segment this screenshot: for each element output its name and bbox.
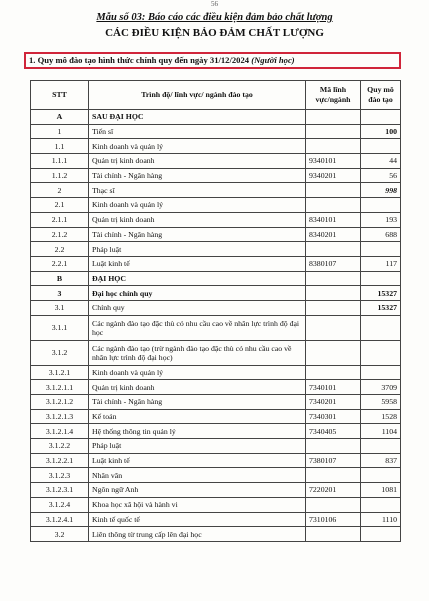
row-name: Luật kinh tế bbox=[89, 453, 306, 468]
table-row bbox=[31, 271, 401, 286]
table-row bbox=[31, 395, 401, 410]
row-code bbox=[306, 300, 361, 315]
row-code: 7340301 bbox=[306, 409, 361, 424]
row-stt: 3.1.2.1.4 bbox=[31, 424, 89, 439]
row-code: 9340101 bbox=[306, 154, 361, 169]
row-code bbox=[306, 124, 361, 139]
row-name: Quản trị kinh doanh bbox=[89, 380, 306, 395]
row-name: Tài chính - Ngân hàng bbox=[89, 227, 306, 242]
row-stt: 3 bbox=[31, 286, 89, 301]
row-code: 7380107 bbox=[306, 453, 361, 468]
section-unit: (Người học) bbox=[251, 55, 295, 65]
row-stt: 3.1.2.4 bbox=[31, 497, 89, 512]
row-size bbox=[361, 439, 401, 454]
table-row bbox=[31, 453, 401, 468]
row-stt: 2.2.1 bbox=[31, 256, 89, 271]
table-row bbox=[31, 256, 401, 271]
row-size: 44 bbox=[361, 154, 401, 169]
row-code: 8340201 bbox=[306, 227, 361, 242]
table-row bbox=[31, 168, 401, 183]
row-stt: 3.1.2.3.1 bbox=[31, 483, 89, 498]
row-size: 837 bbox=[361, 453, 401, 468]
section-heading-box bbox=[24, 52, 401, 69]
table-row bbox=[31, 380, 401, 395]
row-name: Chính quy bbox=[89, 300, 306, 315]
row-size: 998 bbox=[361, 183, 401, 198]
row-stt: 2 bbox=[31, 183, 89, 198]
row-code bbox=[306, 198, 361, 213]
row-stt: 3.1.2.2.1 bbox=[31, 453, 89, 468]
form-title: Mẫu số 03: Báo cáo các điều kiện đảm bảo chất lượng bbox=[96, 12, 333, 23]
row-name: Quản trị kinh doanh bbox=[89, 154, 306, 169]
table-row bbox=[31, 497, 401, 512]
row-size: 15327 bbox=[361, 300, 401, 315]
row-size bbox=[361, 468, 401, 483]
row-stt: 3.1.2.4.1 bbox=[31, 512, 89, 527]
row-name: ĐẠI HỌC bbox=[89, 271, 306, 286]
table-row bbox=[31, 286, 401, 301]
row-size bbox=[361, 271, 401, 286]
row-stt: 3.1.2 bbox=[31, 340, 89, 365]
row-name: Kinh doanh và quản lý bbox=[89, 139, 306, 154]
row-size: 193 bbox=[361, 212, 401, 227]
row-name: Ngôn ngữ Anh bbox=[89, 483, 306, 498]
row-size: 1110 bbox=[361, 512, 401, 527]
row-size bbox=[361, 139, 401, 154]
table-row bbox=[31, 409, 401, 424]
row-code bbox=[306, 365, 361, 380]
row-stt: 3.1.2.2 bbox=[31, 439, 89, 454]
row-size bbox=[361, 110, 401, 125]
row-stt: 2.2 bbox=[31, 242, 89, 257]
row-size bbox=[361, 527, 401, 542]
table-row bbox=[31, 242, 401, 257]
row-code: 7340405 bbox=[306, 424, 361, 439]
row-name: Thạc sĩ bbox=[89, 183, 306, 198]
row-name: Đại học chính quy bbox=[89, 286, 306, 301]
row-stt: 3.1.2.1.1 bbox=[31, 380, 89, 395]
row-code: 8340101 bbox=[306, 212, 361, 227]
row-code: 7310106 bbox=[306, 512, 361, 527]
header-stt: STT bbox=[31, 81, 89, 110]
row-size: 3709 bbox=[361, 380, 401, 395]
row-code bbox=[306, 271, 361, 286]
row-stt: 3.2 bbox=[31, 527, 89, 542]
row-size bbox=[361, 497, 401, 512]
table-row bbox=[31, 300, 401, 315]
table-row bbox=[31, 483, 401, 498]
row-size: 15327 bbox=[361, 286, 401, 301]
row-name: Quản trị kinh doanh bbox=[89, 212, 306, 227]
row-code: 7220201 bbox=[306, 483, 361, 498]
section-heading: 1. Quy mô đào tạo hình thức chính quy đến ngày 31/12/2024 bbox=[29, 55, 250, 65]
row-name: Các ngành đào tạo đặc thù có nhu cầu cao về nhân lực trình độ đại học bbox=[89, 315, 306, 340]
row-stt: 3.1 bbox=[31, 300, 89, 315]
table-row bbox=[31, 340, 401, 365]
row-size bbox=[361, 340, 401, 365]
row-size bbox=[361, 198, 401, 213]
row-code bbox=[306, 183, 361, 198]
row-code bbox=[306, 315, 361, 340]
row-stt: 3.1.2.1 bbox=[31, 365, 89, 380]
enrollment-table bbox=[30, 80, 401, 542]
table-row bbox=[31, 227, 401, 242]
page-number: 56 bbox=[211, 0, 218, 8]
row-name: Kinh tế quốc tế bbox=[89, 512, 306, 527]
table-row bbox=[31, 212, 401, 227]
row-name: Pháp luật bbox=[89, 439, 306, 454]
row-code: 9340201 bbox=[306, 168, 361, 183]
row-code bbox=[306, 468, 361, 483]
row-size: 1104 bbox=[361, 424, 401, 439]
table-row bbox=[31, 183, 401, 198]
row-name: Nhân văn bbox=[89, 468, 306, 483]
table-row bbox=[31, 154, 401, 169]
row-code bbox=[306, 527, 361, 542]
row-size bbox=[361, 315, 401, 340]
row-size: 100 bbox=[361, 124, 401, 139]
row-size: 1528 bbox=[361, 409, 401, 424]
row-stt: 1.1.2 bbox=[31, 168, 89, 183]
table-row bbox=[31, 365, 401, 380]
row-name: Pháp luật bbox=[89, 242, 306, 257]
row-code: 8380107 bbox=[306, 256, 361, 271]
row-stt: 2.1.1 bbox=[31, 212, 89, 227]
row-code bbox=[306, 497, 361, 512]
row-size: 117 bbox=[361, 256, 401, 271]
row-size: 688 bbox=[361, 227, 401, 242]
row-stt: B bbox=[31, 271, 89, 286]
table-row bbox=[31, 424, 401, 439]
row-size bbox=[361, 365, 401, 380]
header-name: Trình độ/ lĩnh vực/ ngành đào tạo bbox=[89, 81, 306, 110]
table-row bbox=[31, 124, 401, 139]
row-stt: 3.1.2.3 bbox=[31, 468, 89, 483]
row-name: Kinh doanh và quản lý bbox=[89, 365, 306, 380]
table-header-row bbox=[31, 81, 401, 110]
row-size: 56 bbox=[361, 168, 401, 183]
row-stt: 3.1.2.1.2 bbox=[31, 395, 89, 410]
row-stt: 2.1.2 bbox=[31, 227, 89, 242]
row-stt: 2.1 bbox=[31, 198, 89, 213]
row-code: 7340201 bbox=[306, 395, 361, 410]
header-code: Mã lĩnh vực/ngành bbox=[306, 81, 361, 110]
row-name: Các ngành đào tạo (trừ ngành đào tạo đặc thù có nhu cầu cao về nhân lực trình độ đại học) bbox=[89, 340, 306, 365]
row-name: Liên thông từ trung cấp lên đại học bbox=[89, 527, 306, 542]
row-stt: 1 bbox=[31, 124, 89, 139]
table-row bbox=[31, 512, 401, 527]
row-stt: 1.1 bbox=[31, 139, 89, 154]
row-code bbox=[306, 340, 361, 365]
row-code bbox=[306, 286, 361, 301]
table-row bbox=[31, 527, 401, 542]
row-code bbox=[306, 110, 361, 125]
main-title: CÁC ĐIỀU KIỆN BẢO ĐẢM CHẤT LƯỢNG bbox=[105, 27, 324, 39]
row-name: Kế toán bbox=[89, 409, 306, 424]
row-name: Tiến sĩ bbox=[89, 124, 306, 139]
row-code: 7340101 bbox=[306, 380, 361, 395]
table-row bbox=[31, 468, 401, 483]
row-code bbox=[306, 439, 361, 454]
row-name: Tài chính - Ngân hàng bbox=[89, 395, 306, 410]
header-size: Quy mô đào tạo bbox=[361, 81, 401, 110]
row-stt: 3.1.1 bbox=[31, 315, 89, 340]
table-body bbox=[31, 110, 401, 542]
row-name: Hệ thống thông tin quản lý bbox=[89, 424, 306, 439]
row-size: 5958 bbox=[361, 395, 401, 410]
row-stt: 1.1.1 bbox=[31, 154, 89, 169]
row-name: Khoa học xã hội và hành vi bbox=[89, 497, 306, 512]
row-size bbox=[361, 242, 401, 257]
row-name: Kinh doanh và quản lý bbox=[89, 198, 306, 213]
row-stt: 3.1.2.1.3 bbox=[31, 409, 89, 424]
row-name: Luật kinh tế bbox=[89, 256, 306, 271]
table-row bbox=[31, 139, 401, 154]
row-stt: A bbox=[31, 110, 89, 125]
row-name: Tài chính - Ngân hàng bbox=[89, 168, 306, 183]
row-name: SAU ĐẠI HỌC bbox=[89, 110, 306, 125]
table-row bbox=[31, 439, 401, 454]
table-row bbox=[31, 198, 401, 213]
table-row bbox=[31, 110, 401, 125]
row-code bbox=[306, 139, 361, 154]
row-code bbox=[306, 242, 361, 257]
row-size: 1081 bbox=[361, 483, 401, 498]
table-row bbox=[31, 315, 401, 340]
